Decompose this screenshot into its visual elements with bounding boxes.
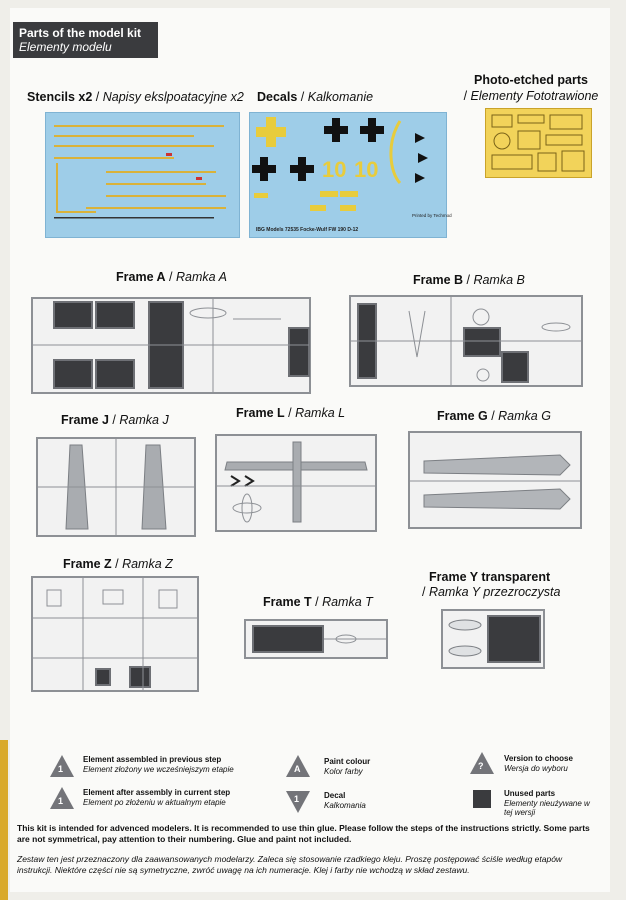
frame-t-label: Frame T / Ramka T	[263, 595, 373, 609]
cover-edge-strip	[0, 740, 8, 900]
section-header	[13, 22, 158, 58]
section-subtitle: Elementy modelu	[19, 40, 112, 54]
svg-text:10: 10	[322, 157, 347, 182]
svg-text:10: 10	[354, 157, 379, 182]
decal-printer: Printed by Techmod	[412, 213, 452, 218]
frame-z-label: Frame Z / Ramka Z	[63, 557, 173, 571]
cross-yellow	[256, 117, 286, 147]
legend-version: Version to choose Wersja do wyboru	[504, 754, 573, 773]
decal-markings	[250, 113, 452, 237]
stencils-label: Stencils x2 / Napisy ekslpoatacyjne x2	[27, 90, 244, 104]
after-step-icon: 1	[50, 787, 74, 809]
frame-z	[31, 576, 199, 692]
decal-icon: 1	[286, 791, 310, 813]
decals-label: Decals / Kalkomanie	[257, 90, 374, 104]
stencils-sheet	[45, 112, 240, 238]
legend-after-step: Element after assembly in current step Element po złożeniu w aktualnym etapie	[83, 788, 231, 807]
stencil-marks	[46, 113, 239, 237]
paint-colour-icon: A	[286, 755, 310, 777]
version-choice-icon: ?	[470, 752, 494, 774]
frame-l-label: Frame L / Ramka L	[236, 406, 346, 420]
unused-part-swatch	[473, 790, 491, 808]
legend-previous-step: Element assembled in previous step Element złożony we wcześniejszym etapie	[83, 755, 234, 774]
previous-step-icon: 1	[50, 755, 74, 777]
frame-a-label: Frame A / Ramka A	[116, 270, 227, 284]
frame-g-label: Frame G / Ramka G	[437, 409, 551, 423]
frame-b-label: Frame B / Ramka B	[413, 273, 525, 287]
legend-unused: Unused parts Elementy nieużywane w tej wersji	[504, 789, 590, 817]
decal-sheet-caption: IBG Models 72535 Focke-Wulf FW 190 D-12	[256, 227, 359, 233]
photoetched-label: Photo-etched parts	[474, 73, 588, 87]
frame-b	[349, 295, 583, 387]
frame-y-label-pl: / Ramka Y przezroczysta	[422, 585, 561, 599]
photoetched-label-pl: / Elementy Fototrawione	[463, 89, 599, 103]
note-polish: Zestaw ten jest przeznaczony dla zaawansowanych modelarzy. Zaleca się stosowanie rzadkiego kleju. Proszę postępować ściśle według etapów instrukcji. Niektóre części nie są symetryczne, zwróć uwagę na ich numeracje. Klej i farby nie wchodzą w skład zestawu.	[17, 854, 563, 875]
decal-sheet	[249, 112, 452, 238]
frame-g	[408, 431, 582, 529]
frame-l	[215, 434, 377, 532]
frame-y-label: Frame Y transparent	[429, 570, 551, 584]
frame-j-label: Frame J / Ramka J	[61, 413, 169, 427]
section-title: Parts of the model kit	[19, 26, 142, 40]
frame-a	[31, 297, 311, 394]
frame-y	[441, 609, 545, 669]
legend-paint: Paint colour Kolor farby	[324, 757, 371, 776]
frame-j	[36, 437, 196, 537]
frame-t	[244, 619, 388, 659]
pe-parts	[486, 109, 591, 177]
photoetched-fret	[485, 108, 592, 178]
note-english: This kit is intended for advenced modelers. It is recommended to use thin glue. Please follow the steps of the instructions strictly. Some parts are not symmetrical, pay attention to their numbering. Glue and paint not included.	[17, 823, 590, 844]
legend-decal: Decal Kalkomania	[324, 791, 366, 810]
